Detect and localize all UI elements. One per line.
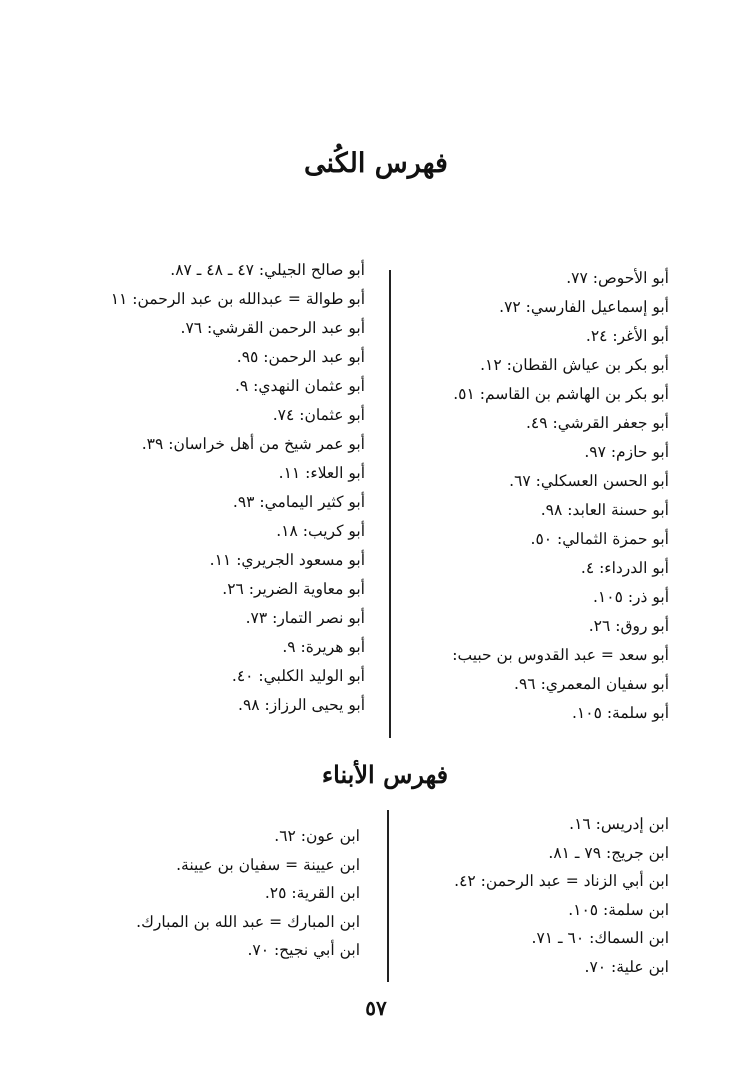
index-entry: أبو معاوية الضرير: ٢٦. — [222, 580, 365, 598]
kuna-column-right — [369, 264, 669, 728]
index-entry: ابن سلمة: ١٠٥. — [568, 900, 669, 919]
index-entry: أبو عمر شيخ من أهل خراسان: ٣٩. — [141, 435, 365, 453]
index-entry: ابن جريج: ٧٩ ـ ٨١. — [548, 843, 669, 862]
abna-column-right — [369, 810, 669, 981]
index-entry: أبو إسماعيل الفارسي: ٧٢. — [499, 298, 669, 316]
index-entry: أبو مسعود الجريري: ١١. — [209, 551, 365, 569]
kuna-index-title: فهرس الكُنى — [304, 148, 448, 179]
index-entry: ابن إدريس: ١٦. — [569, 815, 669, 833]
index-entry: أبو حسنة العابد: ٩٨. — [540, 501, 669, 519]
index-entry: أبو كريب: ١٨. — [276, 522, 365, 540]
page-number: ٥٧ — [365, 996, 387, 1020]
index-entry: أبو الأحوص: ٧٧. — [566, 269, 669, 287]
index-entry: أبو صالح الجيلي: ٤٧ ـ ٤٨ ـ ٨٧. — [170, 261, 365, 279]
index-entry: ابن عيينة = سفيان بن عيينة. — [176, 855, 360, 874]
index-entry: أبو العلاء: ١١. — [278, 464, 365, 482]
index-entry: أبو يحيى الرزاز: ٩٨. — [238, 696, 365, 714]
index-entry: ابن أبي نجيح: ٧٠. — [247, 941, 360, 959]
index-entry: أبو روق: ٢٦. — [588, 617, 669, 635]
index-entry: أبو حمزة الثمالي: ٥٠. — [530, 530, 669, 548]
abna-column-left — [100, 822, 360, 965]
index-entry: أبو عبد الرحمن: ٩٥. — [236, 348, 365, 366]
index-entry: ابن عون: ٦٢. — [274, 827, 360, 845]
index-entry: أبو ذر: ١٠٥. — [592, 588, 669, 606]
index-entry: أبو هريرة: ٩. — [282, 638, 365, 656]
index-entry: ابن المبارك = عبد الله بن المبارك. — [136, 912, 360, 931]
index-entry: ابن القرية: ٢٥. — [264, 884, 360, 902]
index-entry: أبو بكر بن الهاشم بن القاسم: ٥١. — [453, 385, 669, 403]
index-entry: ابن أبي الزناد = عبد الرحمن: ٤٢. — [454, 872, 669, 890]
index-entry: أبو عثمان: ٧٤. — [272, 406, 365, 424]
kuna-column-left — [105, 256, 365, 720]
index-entry: أبو الأغر: ٢٤. — [585, 327, 669, 345]
index-entry: أبو عبد الرحمن القرشي: ٧٦. — [180, 319, 365, 337]
index-entry: أبو كثير اليمامي: ٩٣. — [232, 493, 365, 511]
abna-index-title: فهرس الأبناء — [321, 760, 449, 789]
column-divider — [389, 270, 391, 738]
index-entry: أبو نصر التمار: ٧٣. — [245, 609, 365, 627]
column-divider — [387, 810, 389, 982]
index-entry: أبو الحسن العسكلي: ٦٧. — [509, 472, 669, 490]
index-entry: أبو الوليد الكلبي: ٤٠. — [231, 667, 365, 685]
index-entry: ابن السماك: ٦٠ ـ ٧١. — [531, 929, 669, 947]
index-entry: أبو حازم: ٩٧. — [584, 443, 669, 461]
index-entry: أبو طوالة = عبدالله بن عبد الرحمن: ١١ — [110, 290, 365, 308]
index-entry: أبو الدرداء: ٤. — [580, 559, 669, 577]
index-entry: أبو سفيان المعمري: ٩٦. — [514, 675, 669, 693]
index-entry: أبو سعد = عبد القدوس بن حبيب: — [452, 646, 669, 664]
index-entry: أبو جعفر القرشي: ٤٩. — [525, 414, 669, 432]
index-entry: أبو بكر بن عياش القطان: ١٢. — [480, 356, 669, 374]
index-entry: ابن علية: ٧٠. — [584, 957, 669, 976]
index-entry: أبو عثمان النهدي: ٩. — [234, 377, 365, 395]
index-entry: أبو سلمة: ١٠٥. — [571, 704, 669, 722]
